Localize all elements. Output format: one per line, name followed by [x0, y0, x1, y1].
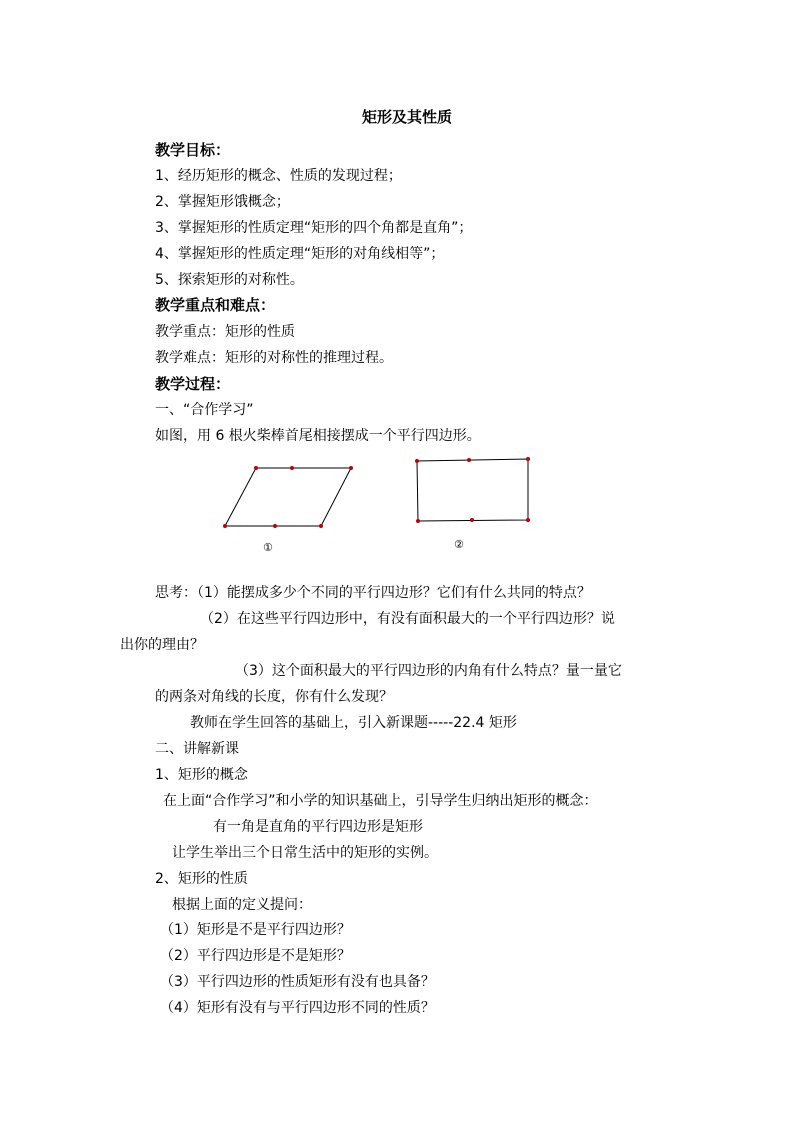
property-prompt: 根据上面的定义提问： [172, 897, 312, 913]
vertex-point [254, 466, 258, 470]
process-heading: 教学过程： [155, 375, 231, 393]
goal-item: 1、经历矩形的概念、性质的发现过程； [155, 168, 402, 184]
midpoint [470, 518, 474, 522]
figure-label-1: ① [263, 541, 273, 554]
think-question-2: （2）在这些平行四边形中，有没有面积最大的一个平行四边形？说 [200, 611, 615, 627]
section1-title: 一、“合作学习” [155, 402, 254, 418]
think-question-1: 思考：（1）能摆成多少个不同的平行四边形？它们有什么共同的特点？ [155, 585, 591, 601]
figure-rectangle-2 [415, 457, 530, 523]
key-focus: 教学重点：矩形的性质 [155, 324, 295, 340]
vertex-point [319, 524, 323, 528]
concept-title: 1、矩形的概念 [155, 767, 248, 783]
key-difficulty: 教学难点：矩形的对称性的推理过程。 [155, 350, 393, 366]
think-question-3-cont: 的两条对角线的长度，你有什么发现？ [155, 689, 393, 705]
goal-item: 4、掌握矩形的性质定理“矩形的对角线相等”； [155, 246, 445, 262]
vertex-point [223, 524, 227, 528]
property-title: 2、矩形的性质 [155, 871, 248, 887]
midpoint [273, 524, 277, 528]
section1-intro: 如图，用 6 根火柴棒首尾相接摆成一个平行四边形。 [155, 428, 481, 444]
goal-item: 3、掌握矩形的性质定理“矩形的四个角都是直角”； [155, 220, 473, 236]
concept-examples: 让学生举出三个日常生活中的矩形的实例。 [172, 845, 438, 861]
vertex-point [526, 457, 530, 461]
figure-label-2: ② [454, 538, 464, 551]
concept-guide: 在上面“合作学习”和小学的知识基础上，引导学生归纳出矩形的概念： [163, 793, 598, 809]
goal-item: 5、探索矩形的对称性。 [155, 272, 304, 288]
think-question-2-cont: 出你的理由？ [120, 637, 204, 653]
page-title: 矩形及其性质 [362, 108, 453, 126]
vertex-point [526, 518, 530, 522]
property-question: （2）平行四边形是不是矩形？ [160, 948, 351, 964]
section2-title: 二、讲解新课 [155, 741, 239, 757]
property-question: （3）平行四边形的性质矩形有没有也具备？ [160, 974, 435, 990]
intro-new-topic: 教师在学生回答的基础上，引入新课题-----22.4 矩形 [190, 715, 517, 731]
midpoint [290, 466, 294, 470]
key-points-heading: 教学重点和难点： [155, 296, 276, 314]
vertex-point [349, 466, 353, 470]
goals-heading: 教学目标： [155, 141, 231, 159]
concept-definition: 有一角是直角的平行四边形是矩形 [213, 819, 423, 835]
figure-parallelogram-1 [223, 466, 353, 528]
think-question-3: （3）这个面积最大的平行四边形的内角有什么特点？量一量它 [235, 663, 622, 679]
goal-item: 2、掌握矩形饿概念； [155, 194, 290, 210]
midpoint [467, 458, 471, 462]
property-question: （4）矩形有没有与平行四边形不同的性质？ [160, 1000, 435, 1016]
property-question: （1）矩形是不是平行四边形？ [160, 922, 351, 938]
vertex-point [416, 519, 420, 523]
vertex-point [415, 459, 419, 463]
